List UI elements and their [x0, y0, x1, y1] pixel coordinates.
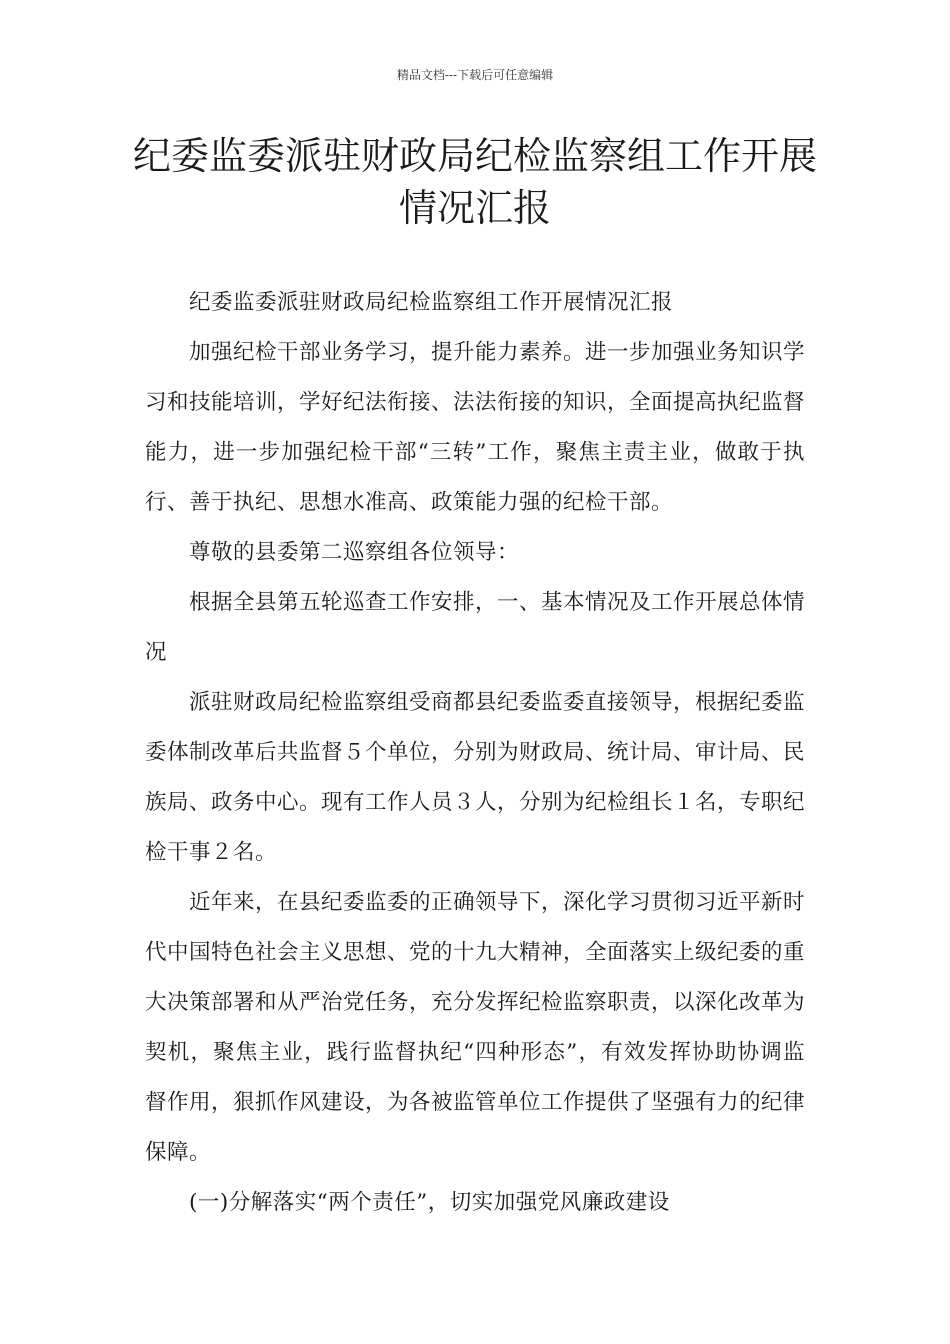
- paragraph-basis: 根据全县第五轮巡查工作安排，一、基本情况及工作开展总体情况: [145, 590, 806, 665]
- paragraph-overview: 派驻财政局纪检监察组受商都县纪委监委直接领导，根据纪委监委体制改革后共监督５个单位，分别为财政局、统计局、审计局、民族局、政务中心。现有工作人员３人，分别为纪检组长１名，专职纪检干事２名。: [145, 690, 806, 865]
- header-note: 精品文档---下载后可任意编辑: [396, 68, 554, 82]
- document-title: 纪委监委派驻财政局纪检监察组工作开展情况汇报: [132, 134, 817, 230]
- paragraph-study: 加强纪检干部业务学习，提升能力素养。进一步加强业务知识学习和技能培训，学好纪法衔接、法法衔接的知识，全面提高执纪监督能力，进一步加强纪检干部“三转”工作，聚焦主责主业，做敢于执行、善于执纪、思想水准高、政策能力强的纪检干部。: [145, 340, 806, 515]
- paragraph-section-heading: (一)分解落实“两个责任”，切实加强党风廉政建设: [189, 1190, 670, 1215]
- paragraph-subtitle: 纪委监委派驻财政局纪检监察组工作开展情况汇报: [189, 290, 674, 315]
- paragraph-recent-years: 近年来，在县纪委监委的正确领导下，深化学习贯彻习近平新时代中国特色社会主义思想、党的十九大精神，全面落实上级纪委的重大决策部署和从严治党任务，充分发挥纪检监察职责，以深化改革为契机，聚焦主业，践行监督执纪“四种形态”，有效发挥协助协调监督作用，狠抓作风建设，为各被监管单位工作提供了坚强有力的纪律保障。: [145, 890, 806, 1165]
- paragraph-salutation: 尊敬的县委第二巡察组各位领导：: [189, 540, 520, 565]
- document-body: [145, 278, 805, 1228]
